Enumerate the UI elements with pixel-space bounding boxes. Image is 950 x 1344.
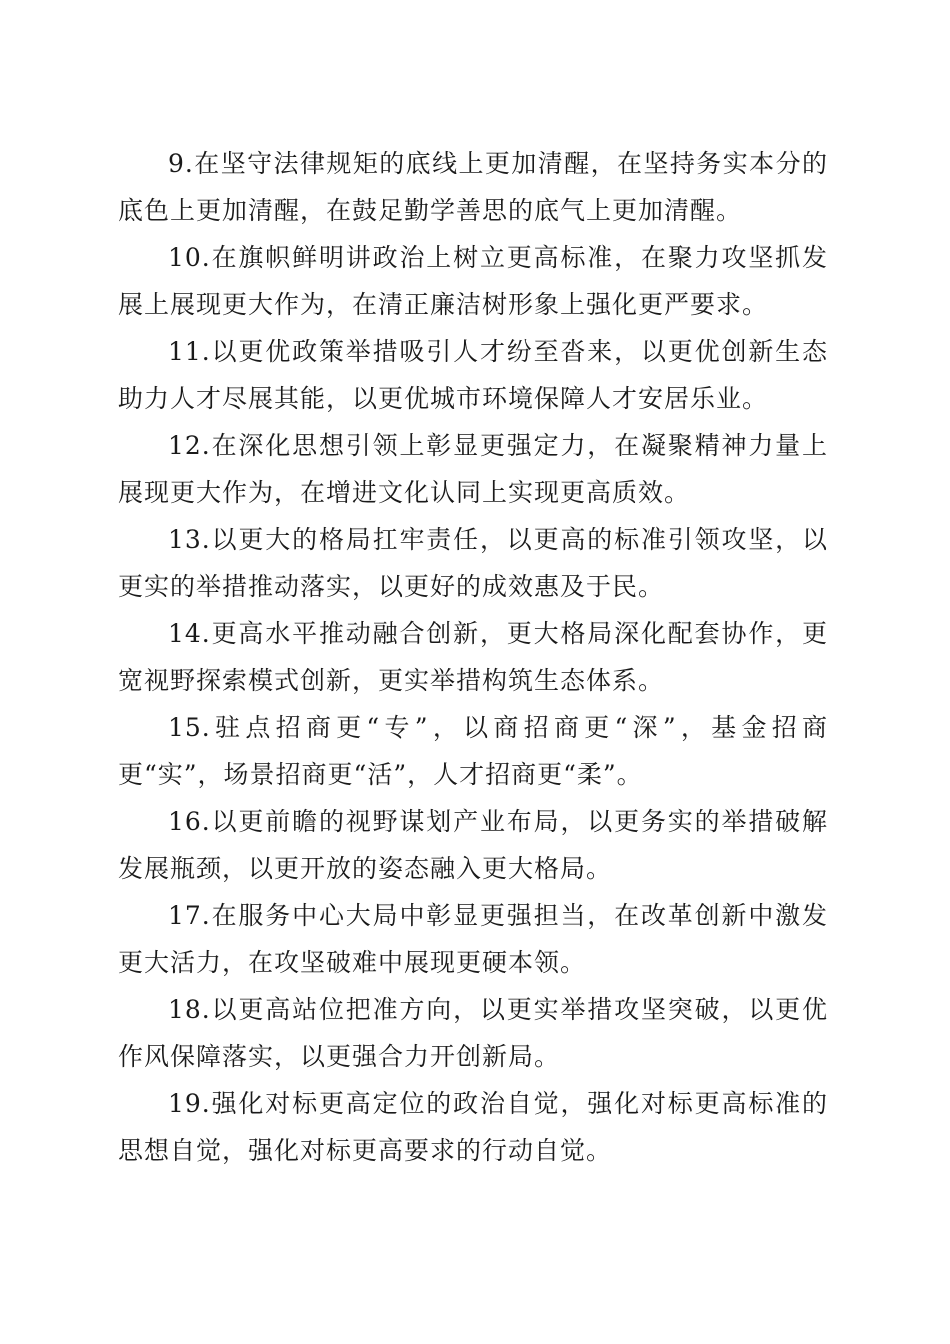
paragraph-number: 17. bbox=[168, 901, 211, 930]
paragraph-text: 在坚守法律规矩的底线上更加清醒，在坚持务实本分的底色上更加清醒，在鼓足勤学善思的底气上更加清醒。 bbox=[118, 149, 828, 225]
paragraph-number: 9. bbox=[168, 149, 194, 178]
paragraph-number: 16. bbox=[168, 807, 211, 836]
paragraph-10 bbox=[118, 234, 828, 328]
paragraph-9 bbox=[118, 140, 828, 234]
paragraph-18 bbox=[118, 986, 828, 1080]
paragraph-14 bbox=[118, 610, 828, 704]
paragraph-number: 19. bbox=[168, 1089, 211, 1118]
paragraph-text: 驻点招商更“专”，以商招商更“深”，基金招商更“实”，场景招商更“活”，人才招商更“柔”。 bbox=[118, 713, 828, 789]
paragraph-text: 在深化思想引领上彰显更强定力，在凝聚精神力量上展现更大作为，在增进文化认同上实现更高质效。 bbox=[118, 431, 828, 507]
paragraph-text: 以更前瞻的视野谋划产业布局，以更务实的举措破解发展瓶颈，以更开放的姿态融入更大格局。 bbox=[118, 807, 828, 883]
paragraph-12 bbox=[118, 422, 828, 516]
paragraph-text: 强化对标更高定位的政治自觉，强化对标更高标准的思想自觉，强化对标更高要求的行动自觉。 bbox=[118, 1089, 828, 1165]
paragraph-17 bbox=[118, 892, 828, 986]
paragraph-text: 以更优政策举措吸引人才纷至沓来，以更优创新生态助力人才尽展其能，以更优城市环境保障人才安居乐业。 bbox=[118, 337, 828, 413]
paragraph-number: 10. bbox=[168, 243, 211, 272]
paragraph-number: 18. bbox=[168, 995, 211, 1024]
paragraph-text: 以更高站位把准方向，以更实举措攻坚突破，以更优作风保障落实，以更强合力开创新局。 bbox=[118, 995, 828, 1071]
paragraph-number: 14. bbox=[168, 619, 211, 648]
paragraph-15 bbox=[118, 704, 828, 798]
paragraph-number: 11. bbox=[168, 337, 211, 366]
paragraph-text: 在旗帜鲜明讲政治上树立更高标准，在聚力攻坚抓发展上展现更大作为，在清正廉洁树形象上强化更严要求。 bbox=[118, 243, 828, 319]
paragraph-number: 15. bbox=[168, 713, 211, 742]
document-body bbox=[118, 140, 828, 1174]
paragraph-11 bbox=[118, 328, 828, 422]
paragraph-number: 13. bbox=[168, 525, 211, 554]
paragraph-text: 更高水平推动融合创新，更大格局深化配套协作，更宽视野探索模式创新，更实举措构筑生态体系。 bbox=[118, 619, 828, 695]
paragraph-19 bbox=[118, 1080, 828, 1174]
paragraph-16 bbox=[118, 798, 828, 892]
paragraph-number: 12. bbox=[168, 431, 211, 460]
paragraph-text: 以更大的格局扛牢责任，以更高的标准引领攻坚，以更实的举措推动落实，以更好的成效惠及于民。 bbox=[118, 525, 828, 601]
paragraph-13 bbox=[118, 516, 828, 610]
paragraph-text: 在服务中心大局中彰显更强担当，在改革创新中激发更大活力，在攻坚破难中展现更硬本领。 bbox=[118, 901, 828, 977]
